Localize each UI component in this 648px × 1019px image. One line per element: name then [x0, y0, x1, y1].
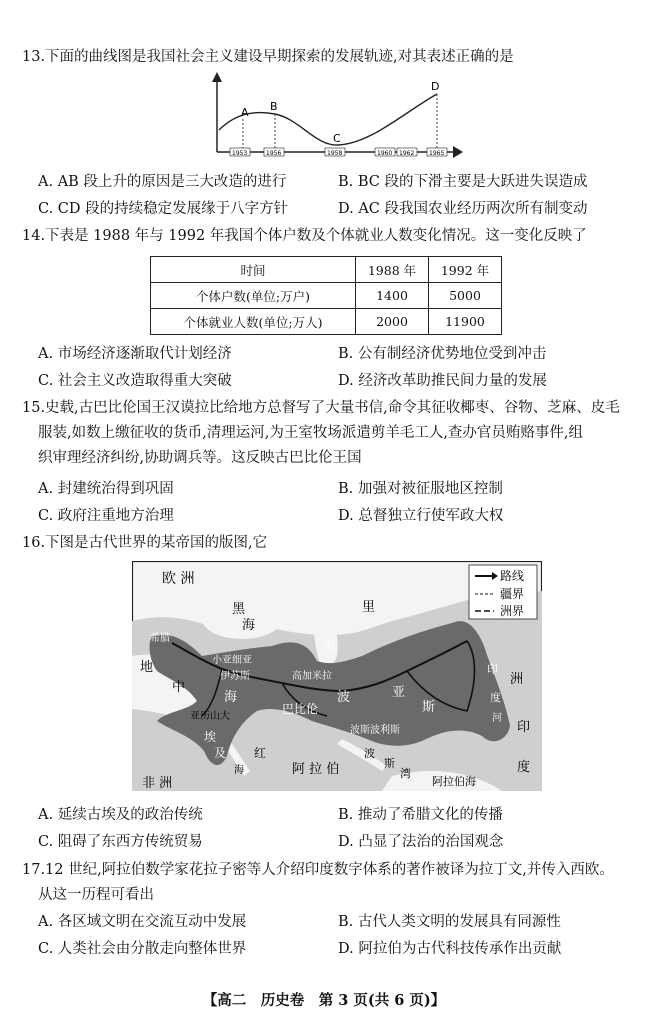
tick-label: 1953 — [232, 150, 248, 157]
point-a: A — [241, 106, 249, 119]
q15-option-d[interactable]: D. 总督独立行使军政大权 — [338, 508, 504, 524]
q14-option-c[interactable]: C. 社会主义改造取得重大突破 — [38, 373, 232, 389]
page-footer: 【高二 历史卷 第 3 页(共 6 页)】 — [202, 992, 446, 1009]
label-india: 印 — [517, 720, 531, 735]
tick-label: 1960 — [377, 150, 393, 157]
label-persian-gulf: 斯 — [384, 757, 395, 770]
table-cell: 个体就业人数(单位;万人) — [151, 309, 356, 335]
label-arabia: 阿 拉 伯 — [292, 762, 340, 777]
table-cell: 5000 — [429, 283, 502, 309]
q16-option-c[interactable]: C. 阻碍了东西方传统贸易 — [38, 834, 203, 850]
label-mediterranean: 海 — [224, 690, 238, 705]
label-europe: 欧 洲 — [162, 571, 195, 587]
table-header-cell: 1988 年 — [356, 257, 429, 283]
label-red-sea: 红 — [254, 746, 267, 760]
label-asia-minor: 小亚细亚 — [212, 655, 252, 666]
table-cell: 2000 — [356, 309, 429, 335]
legend-continent-border: 洲界 — [500, 604, 525, 618]
table-header-cell: 1992 年 — [429, 257, 502, 283]
label-mediterranean: 中 — [172, 680, 186, 695]
label-egypt: 埃 — [204, 730, 217, 744]
label-mediterranean: 地 — [140, 660, 154, 675]
q14-table — [150, 256, 502, 335]
y-axis-arrow — [212, 72, 222, 82]
q14-stem: 14.下表是 1988 年与 1992 年我国个体户数及个体就业人数变化情况。这一变化反映了 — [22, 228, 587, 244]
label-red-sea: 海 — [234, 765, 244, 776]
label-caspian: 海 — [324, 638, 337, 652]
table-row — [151, 309, 502, 335]
label-persia: 亚 — [392, 685, 406, 700]
table-header-row — [151, 257, 502, 283]
q17-option-d[interactable]: D. 阿拉伯为古代科技传承作出贡献 — [338, 941, 562, 957]
tick-label: 1962 — [399, 150, 415, 157]
label-issus: 伊苏斯 — [220, 671, 250, 682]
q17-option-b[interactable]: B. 古代人类文明的发展具有同源性 — [338, 914, 561, 930]
q17-option-c[interactable]: C. 人类社会由分散走向整体世界 — [38, 941, 247, 957]
q15-stem-line-3: 织审理经济纠纷,协助调兵等。这反映古巴比伦王国 — [38, 450, 362, 466]
label-persian-gulf: 湾 — [400, 767, 411, 780]
q15-option-c[interactable]: C. 政府注重地方治理 — [38, 508, 174, 524]
table-cell: 11900 — [429, 309, 502, 335]
q15-stem-line-2: 服装,如数上缴征收的货币,清理运河,为王室牧场派遣剪羊毛工人,查办官员贿赂事件,组 — [38, 425, 584, 441]
label-babylon: 巴比伦 — [282, 702, 319, 716]
q14-option-a[interactable]: A. 市场经济逐渐取代计划经济 — [38, 346, 232, 362]
q14-option-d[interactable]: D. 经济改革助推民间力量的发展 — [338, 373, 547, 389]
legend-border: 疆界 — [500, 587, 525, 601]
q15-stem-line-1: 15.史载,古巴比伦国王汉谟拉比给地方总督写了大量书信,命令其征收椰枣、谷物、芝麻、皮毛 — [22, 400, 620, 416]
label-africa: 非 洲 — [142, 776, 173, 791]
label-persia: 波 — [337, 690, 351, 705]
q16-option-d[interactable]: D. 凸显了法治的治国观念 — [338, 834, 504, 850]
q15-option-b[interactable]: B. 加强对被征服地区控制 — [338, 481, 503, 497]
q13-stem: 13.下面的曲线图是我国社会主义建设早期探索的发展轨迹,对其表述正确的是 — [22, 49, 514, 65]
q17-stem-line-2: 从这一历程可看出 — [38, 887, 154, 903]
table-cell: 个体户数(单位;万户) — [151, 283, 356, 309]
label-black-sea: 海 — [242, 618, 256, 633]
point-b: B — [270, 100, 278, 113]
curve-line — [219, 94, 437, 145]
q13-option-d[interactable]: D. AC 段我国农业经历两次所有制变动 — [338, 201, 588, 217]
legend-route: 路线 — [500, 569, 525, 583]
table-header-cell: 时间 — [151, 257, 356, 283]
label-india: 度 — [517, 760, 531, 775]
q13-option-c[interactable]: C. CD 段的持续稳定发展缘于八字方针 — [38, 201, 289, 217]
q14-option-b[interactable]: B. 公有制经济优势地位受到冲击 — [338, 346, 547, 362]
label-gaugamela: 高加米拉 — [292, 671, 332, 682]
q13-option-a[interactable]: A. AB 段上升的原因是三大改造的进行 — [38, 174, 287, 190]
label-alexandria: 亚历山大 — [190, 711, 230, 722]
q16-option-a[interactable]: A. 延续古埃及的政治传统 — [38, 807, 203, 823]
point-c: C — [333, 132, 341, 145]
label-black-sea: 黑 — [232, 602, 246, 617]
tick-label: 1958 — [327, 150, 343, 157]
q16-option-b[interactable]: B. 推动了希腊文化的传播 — [338, 807, 503, 823]
label-asia: 洲 — [510, 672, 524, 687]
label-egypt: 及 — [214, 746, 227, 760]
table-row — [151, 283, 502, 309]
x-axis-arrow — [453, 146, 463, 158]
label-persia: 斯 — [422, 700, 436, 715]
label-indus: 河 — [492, 713, 502, 724]
table-cell: 1400 — [356, 283, 429, 309]
tick-label: 1965 — [429, 150, 445, 157]
q16-stem: 16.下图是古代世界的某帝国的版图,它 — [22, 535, 268, 551]
label-indus: 度 — [490, 691, 501, 704]
q17-stem-line-1: 17.12 世纪,阿拉伯数学家花拉子密等人介绍印度数字体系的著作被译为拉丁文,并传入西欧。 — [22, 862, 614, 878]
label-arabian-sea: 阿拉伯海 — [432, 775, 476, 788]
label-greece: 希腊 — [150, 633, 170, 644]
label-indus: 印 — [487, 663, 498, 676]
tick-label: 1956 — [266, 150, 282, 157]
label-persian-gulf: 波 — [364, 747, 375, 760]
label-persepolis: 波斯波利斯 — [350, 725, 400, 736]
label-caspian: 里 — [362, 600, 376, 615]
q13-curve-graph — [205, 72, 465, 164]
q15-option-a[interactable]: A. 封建统治得到巩固 — [38, 481, 174, 497]
point-d: D — [431, 80, 440, 93]
q16-empire-map — [132, 561, 542, 791]
q17-option-a[interactable]: A. 各区域文明在交流互动中发展 — [38, 914, 247, 930]
q13-option-b[interactable]: B. BC 段的下滑主要是大跃进失误造成 — [338, 174, 588, 190]
